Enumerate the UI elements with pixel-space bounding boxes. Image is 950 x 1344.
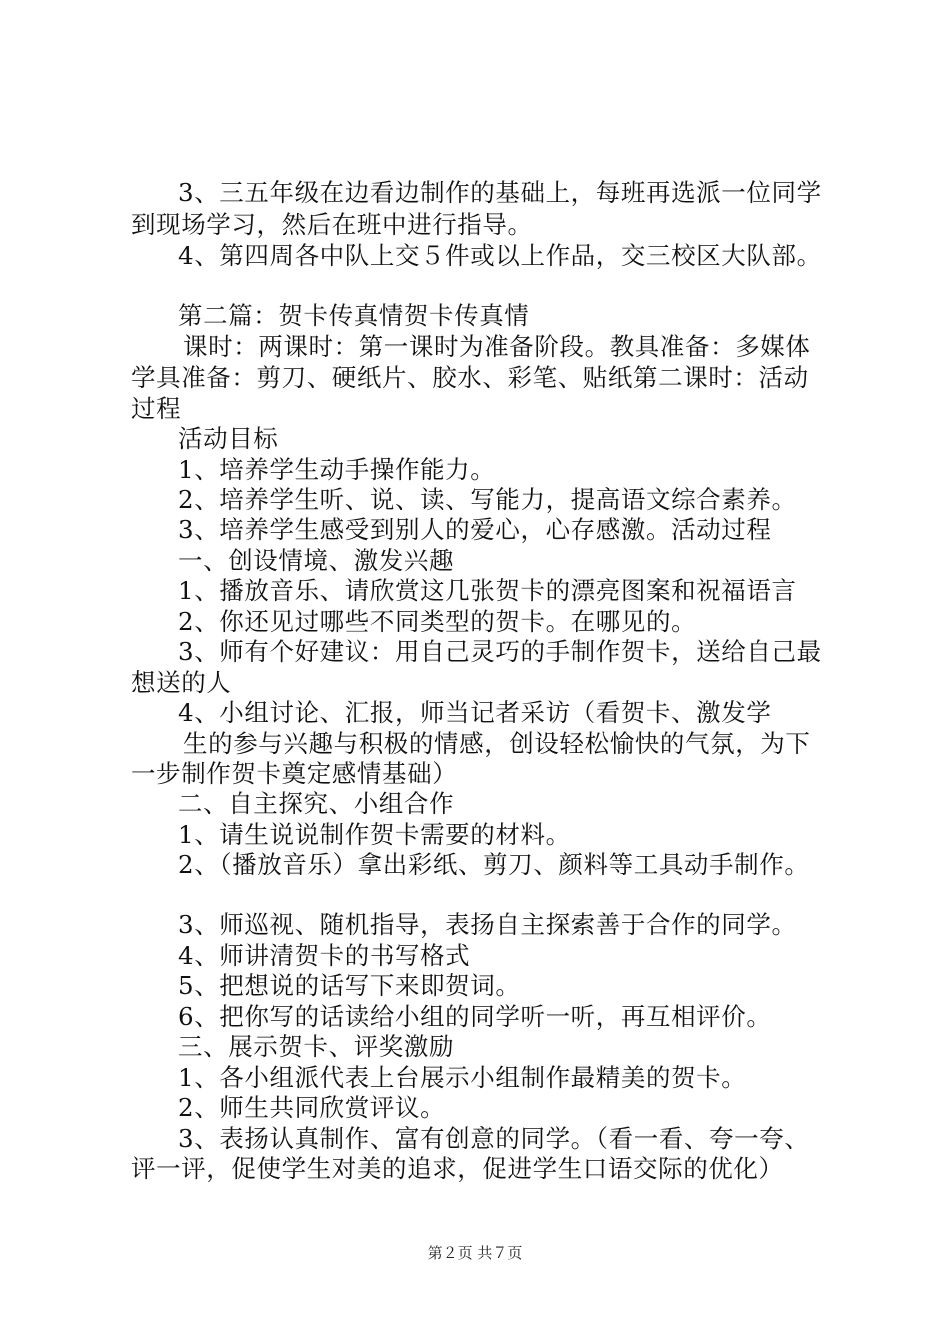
list-item: 3、师巡视、随机指导，表扬自主探索善于合作的同学。 [178,910,797,939]
list-item: 4、小组讨论、汇报，师当记者采访（看贺卡、激发学 [178,698,772,727]
list-item: 2、师生共同欣赏评议。 [178,1093,446,1122]
paragraph-line: 一步制作贺卡奠定感情基础） [131,759,458,788]
section-heading: 第二篇：贺卡传真情贺卡传真情 [178,301,530,330]
list-item: 4、师讲清贺卡的书写格式 [178,941,471,970]
list-item: 3、表扬认真制作、富有创意的同学。（看一看、夸一夸、 [178,1124,810,1153]
subheading: 活动目标 [178,424,279,453]
paragraph-line: 4、第四周各中队上交５件或以上作品，交三校区大队部。 [178,241,822,270]
paragraph-line: 想送的人 [131,668,232,697]
subheading: 三、展示贺卡、评奖激励 [178,1032,455,1061]
list-item: 3、培养学生感受到别人的爱心，心存感激。活动过程 [178,515,772,544]
list-item: 1、各小组派代表上台展示小组制作最精美的贺卡。 [178,1063,747,1092]
list-item: 1、培养学生动手操作能力。 [178,455,496,484]
list-item: 2、（播放音乐）拿出彩纸、剪刀、颜料等工具动手制作。 [178,850,810,879]
paragraph-line: 学具准备：剪刀、硬纸片、胶水、彩笔、贴纸第二课时：活动 [131,363,809,392]
subheading: 二、自主探究、小组合作 [178,789,455,818]
list-item: 1、播放音乐、请欣赏这几张贺卡的漂亮图案和祝福语言 [178,576,797,605]
list-item: 5、把想说的话写下来即贺词。 [178,971,521,1000]
paragraph-line: 课时：两课时：第一课时为准备阶段。教具准备：多媒体 [183,332,811,361]
list-item: 3、师有个好建议：用自己灵巧的手制作贺卡，送给自己最 [178,637,822,666]
paragraph-line: 过程 [131,394,182,423]
paragraph-line: 评一评，促使学生对美的追求，促进学生口语交际的优化） [131,1154,784,1183]
paragraph-line: 3、三五年级在边看边制作的基础上，每班再选派一位同学 [178,178,822,207]
list-item: 1、请生说说制作贺卡需要的材料。 [178,820,571,849]
list-item: 2、你还见过哪些不同类型的贺卡。在哪见的。 [178,607,697,636]
subheading: 一、创设情境、激发兴趣 [178,546,455,575]
list-item: 2、培养学生听、说、读、写能力，提高语文综合素养。 [178,485,797,514]
paragraph-line: 到现场学习，然后在班中进行指导。 [131,210,533,239]
page-number: 第２页 共７页 [427,1244,523,1262]
list-item: 6、把你写的话读给小组的同学听一听，再互相评价。 [178,1002,772,1031]
paragraph-line: 生的参与兴趣与积极的情感，创设轻松愉快的气氛，为下 [183,729,811,758]
